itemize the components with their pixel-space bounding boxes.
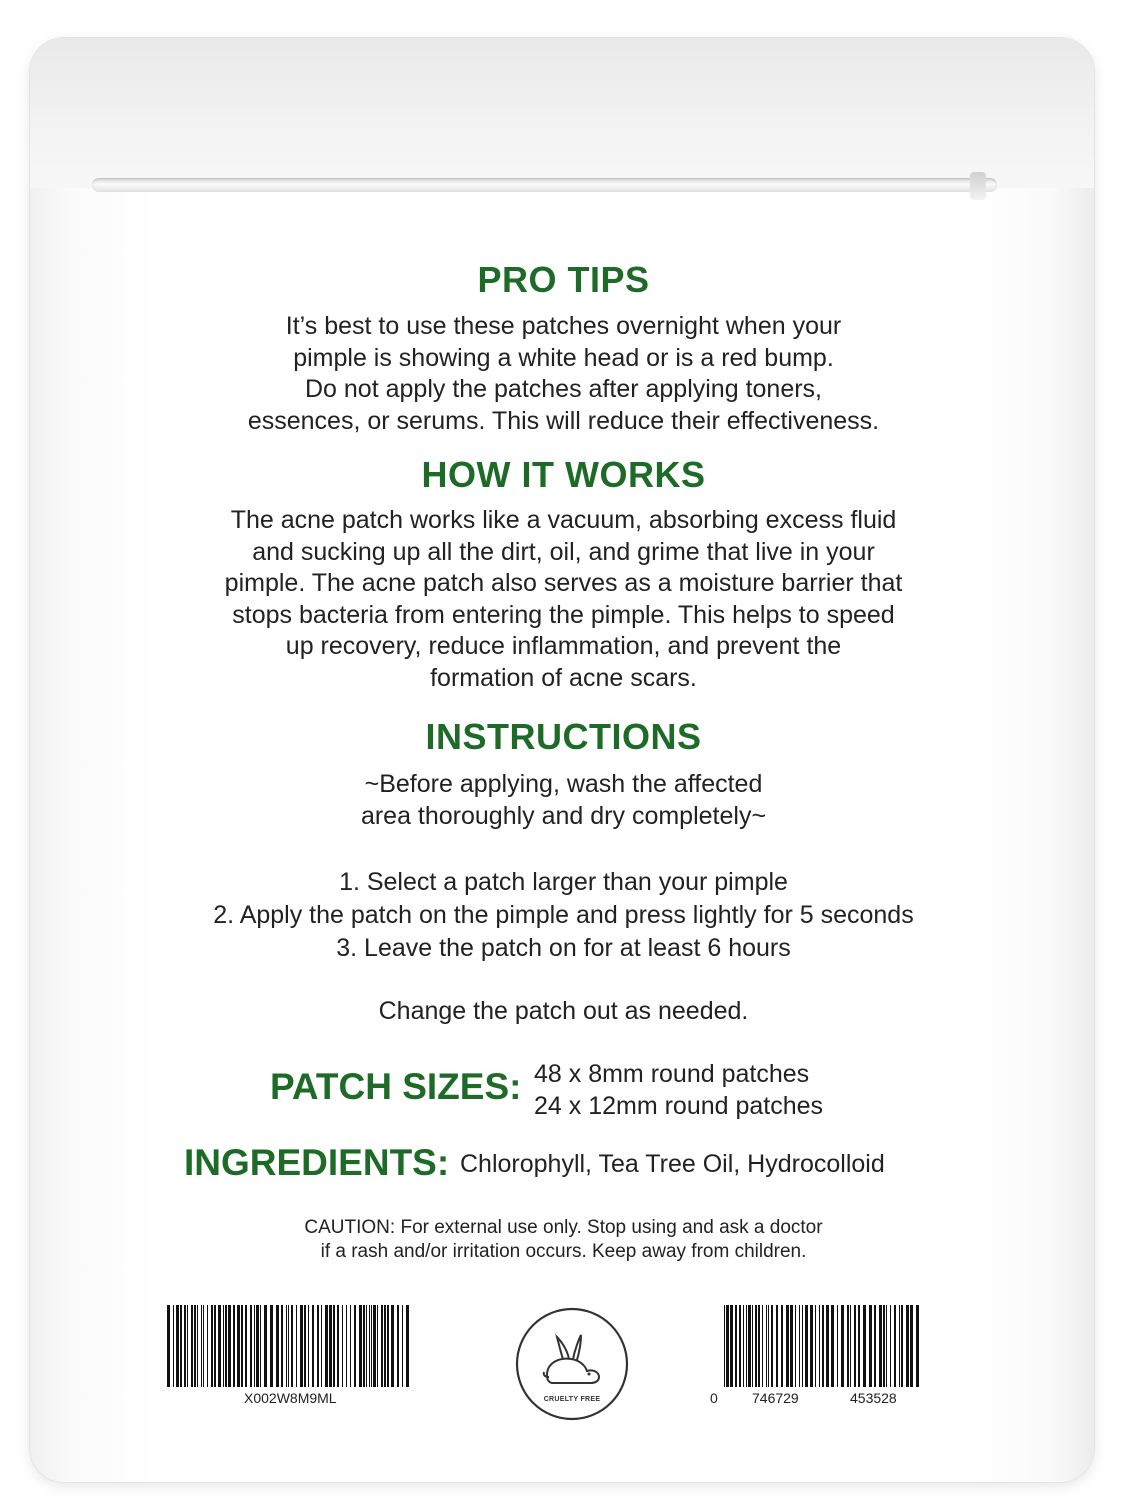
- patch-sizes-section: [0, 1058, 1127, 1128]
- barcode-bar: [799, 1305, 800, 1387]
- rabbit-icon: [513, 1305, 631, 1423]
- ingredients-list: Chlorophyll, Tea Tree Oil, Hydrocolloid: [460, 1150, 885, 1178]
- barcode-bar: [260, 1305, 261, 1387]
- pro-tips-line: It’s best to use these patches overnight when your: [285, 312, 842, 340]
- how-it-works-heading: HOW IT WORKS: [421, 454, 706, 495]
- barcode-left-caption: X002W8M9ML: [244, 1390, 337, 1406]
- instructions-heading: INSTRUCTIONS: [425, 716, 702, 757]
- barcode-bar: [822, 1305, 824, 1387]
- barcode-bar: [300, 1305, 303, 1387]
- barcode-bar: [237, 1305, 240, 1387]
- barcode-bar: [384, 1305, 386, 1387]
- barcode-bar: [890, 1305, 891, 1387]
- instruction-step: 1. Select a patch larger than your pimple: [339, 868, 788, 896]
- barcode-bar: [910, 1305, 913, 1387]
- barcode-bar: [369, 1305, 370, 1387]
- barcode-bar: [333, 1305, 335, 1387]
- cruelty-free-label: CRUELTY FREE: [543, 1396, 601, 1403]
- barcode-bar: [304, 1305, 306, 1387]
- barcode-bar: [894, 1305, 896, 1387]
- how-it-works-line: formation of acne scars.: [430, 663, 697, 692]
- barcode-bar: [296, 1305, 297, 1387]
- barcode-bar: [768, 1305, 769, 1387]
- how-it-works-line: stops bacteria from entering the pimple. This helps to speed: [232, 600, 895, 629]
- caution-line: if a rash and/or irritation occurs. Keep away from children.: [320, 1241, 807, 1262]
- barcode-bar: [755, 1305, 757, 1387]
- barcode-left-bars: [165, 1305, 411, 1387]
- barcode-bar: [819, 1305, 820, 1387]
- barcode-bar: [291, 1305, 293, 1387]
- barcode-bar: [805, 1305, 808, 1387]
- pro-tips-line: pimple is showing a white head or is a red bump.: [293, 343, 834, 372]
- instruction-step: 2. Apply the patch on the pimple and press lightly for 5 seconds: [213, 901, 914, 929]
- barcode-right-group-left: 746729: [752, 1390, 799, 1406]
- barcode-bar: [762, 1305, 763, 1387]
- ingredients-heading: INGREDIENTS:: [184, 1142, 450, 1183]
- barcode-bar: [184, 1305, 186, 1387]
- barcode-bar: [858, 1305, 860, 1387]
- barcode-bar: [874, 1305, 876, 1387]
- barcode-bar: [350, 1305, 351, 1387]
- barcode-bar: [906, 1305, 909, 1387]
- barcode-bar: [373, 1305, 376, 1387]
- caution-text: [0, 1216, 1127, 1264]
- barcode-bar: [201, 1305, 202, 1387]
- pro-tips-heading: PRO TIPS: [477, 259, 650, 300]
- barcode-bar: [281, 1305, 283, 1387]
- barcode-bar: [337, 1305, 339, 1387]
- barcode-bar: [886, 1305, 887, 1387]
- barcode-bar: [317, 1305, 319, 1387]
- barcode-bar: [363, 1305, 365, 1387]
- barcode-bar: [879, 1305, 882, 1387]
- barcode-right-bars: [722, 1305, 922, 1387]
- zipper-seal: [92, 178, 997, 192]
- barcode-bar: [899, 1305, 900, 1387]
- ingredients-section: [0, 1142, 1127, 1192]
- barcode-bar: [863, 1305, 866, 1387]
- barcode-bar: [916, 1305, 919, 1387]
- barcode-bar: [270, 1305, 273, 1387]
- barcode-right-lead-digit: 0: [710, 1390, 718, 1406]
- barcode-bar: [203, 1305, 204, 1387]
- barcode-bar: [847, 1305, 849, 1387]
- pro-tips-text: [0, 311, 1127, 437]
- patch-size-item: 24 x 12mm round patches: [534, 1092, 824, 1120]
- barcode-bar: [826, 1305, 829, 1387]
- barcode-bar: [387, 1305, 389, 1387]
- barcode-bar: [245, 1305, 247, 1387]
- how-it-works-line: and sucking up all the dirt, oil, and grime that live in your: [252, 537, 875, 566]
- barcode-bar: [841, 1305, 844, 1387]
- barcode-bar: [256, 1305, 259, 1387]
- barcode-bar: [730, 1305, 733, 1387]
- barcode-bar: [786, 1305, 789, 1387]
- patch-size-item: 48 x 8mm round patches: [534, 1060, 810, 1088]
- barcode-bar: [815, 1305, 816, 1387]
- pouch-package: [30, 38, 1094, 1482]
- pro-tips-line: essences, or serums. This will reduce their effectiveness.: [247, 406, 880, 435]
- barcode-bar: [402, 1305, 403, 1387]
- barcode-bar: [831, 1305, 834, 1387]
- barcode-bar: [752, 1305, 753, 1387]
- barcode-bar: [346, 1305, 347, 1387]
- barcode-bar: [837, 1305, 838, 1387]
- barcode-bar: [225, 1305, 227, 1387]
- barcode-bar: [854, 1305, 856, 1387]
- barcode-bar: [197, 1305, 198, 1387]
- barcode-bar: [167, 1305, 170, 1387]
- barcode-bar: [218, 1305, 221, 1387]
- barcode-bar: [250, 1305, 252, 1387]
- barcode-bar: [241, 1305, 243, 1387]
- barcode-bar: [371, 1305, 372, 1387]
- barcode-bar: [746, 1305, 747, 1387]
- barcode-bar: [194, 1305, 196, 1387]
- instructions-footer: Change the patch out as needed.: [378, 997, 749, 1025]
- how-it-works-line: up recovery, reduce inflammation, and prevent the: [285, 632, 842, 660]
- patch-sizes-heading: PATCH SIZES:: [270, 1066, 522, 1107]
- barcode-bar: [325, 1305, 328, 1387]
- barcode-left: [165, 1305, 411, 1387]
- barcode-bar: [329, 1305, 332, 1387]
- barcode-bar: [254, 1305, 255, 1387]
- barcode-bar: [176, 1305, 179, 1387]
- barcode-bar: [377, 1305, 378, 1387]
- barcode-bar: [810, 1305, 813, 1387]
- instructions-intro: [0, 769, 1127, 832]
- barcode-bar: [312, 1305, 314, 1387]
- barcode-right: [722, 1305, 922, 1387]
- barcode-bar: [724, 1305, 725, 1387]
- instructions-intro-line: ~Before applying, wash the affected: [364, 770, 763, 798]
- barcode-bar: [264, 1305, 267, 1387]
- barcode-bar: [366, 1305, 367, 1387]
- barcode-bar: [901, 1305, 903, 1387]
- barcode-bar: [735, 1305, 737, 1387]
- barcode-bar: [187, 1305, 188, 1387]
- barcode-bar: [739, 1305, 741, 1387]
- barcode-bar: [771, 1305, 773, 1387]
- barcode-bar: [211, 1305, 213, 1387]
- instructions-intro-line: area thoroughly and dry completely~: [360, 801, 767, 830]
- barcode-bar: [381, 1305, 383, 1387]
- caution-line: CAUTION: For external use only. Stop using and ask a doctor: [304, 1217, 823, 1238]
- pro-tips-line: Do not apply the patches after applying toners,: [305, 375, 822, 403]
- barcode-bar: [214, 1305, 216, 1387]
- zipper-end: [970, 172, 986, 200]
- barcode-bar: [223, 1305, 224, 1387]
- how-it-works-text: [0, 505, 1127, 694]
- barcode-bar: [233, 1305, 235, 1387]
- barcode-bar: [743, 1305, 744, 1387]
- barcode-bar: [726, 1305, 729, 1387]
- instruction-step: 3. Leave the patch on for at least 6 hours: [336, 934, 791, 962]
- barcode-bar: [288, 1305, 289, 1387]
- barcode-right-group-right: 453528: [850, 1390, 897, 1406]
- barcode-bar: [207, 1305, 208, 1387]
- barcode-bar: [781, 1305, 783, 1387]
- barcode-bar: [308, 1305, 309, 1387]
- barcode-bar: [397, 1305, 399, 1387]
- barcode-bar: [191, 1305, 193, 1387]
- how-it-works-line: The acne patch works like a vacuum, absorbing excess fluid: [230, 506, 897, 534]
- barcode-bar: [869, 1305, 872, 1387]
- barcode-bar: [748, 1305, 751, 1387]
- barcode-bar: [406, 1305, 409, 1387]
- patch-sizes-list: [534, 1058, 823, 1122]
- barcode-bar: [354, 1305, 356, 1387]
- barcode-bar: [795, 1305, 796, 1387]
- barcode-bar: [391, 1305, 394, 1387]
- barcode-bar: [228, 1305, 231, 1387]
- barcode-bar: [173, 1305, 174, 1387]
- barcode-bar: [342, 1305, 343, 1387]
- barcode-bar: [883, 1305, 885, 1387]
- barcode-bar: [758, 1305, 760, 1387]
- barcode-bar: [321, 1305, 322, 1387]
- barcode-bar: [850, 1305, 851, 1387]
- instructions-steps: [0, 866, 1127, 965]
- how-it-works-line: pimple. The acne patch also serves as a moisture barrier that: [224, 569, 903, 597]
- barcode-bar: [286, 1305, 287, 1387]
- pouch-top-seal: [30, 38, 1094, 188]
- barcode-bar: [802, 1305, 803, 1387]
- cruelty-free-badge: [513, 1305, 631, 1423]
- barcode-bar: [766, 1305, 767, 1387]
- barcode-bar: [359, 1305, 362, 1387]
- barcode-bar: [790, 1305, 793, 1387]
- barcode-bar: [276, 1305, 279, 1387]
- barcode-bar: [776, 1305, 778, 1387]
- barcode-bar: [180, 1305, 182, 1387]
